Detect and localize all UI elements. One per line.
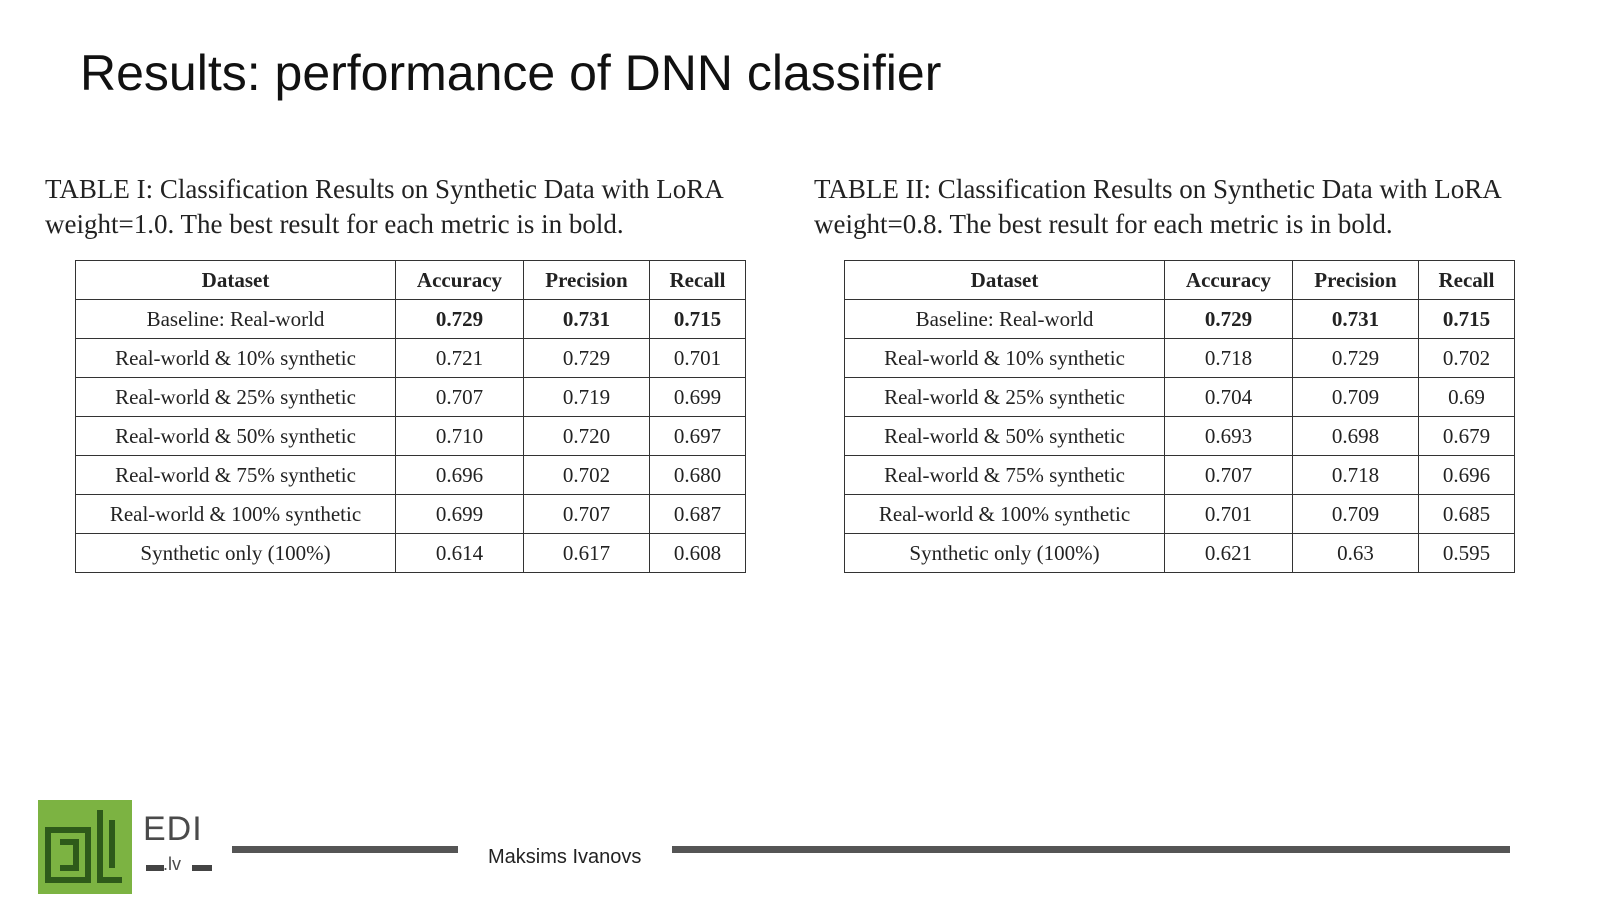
- edi-logo-mark: [38, 800, 132, 894]
- metric-cell: 0.731: [524, 300, 650, 339]
- column-header: Accuracy: [1165, 261, 1293, 300]
- dataset-cell: Real-world & 25% synthetic: [845, 378, 1165, 417]
- column-header: Recall: [650, 261, 746, 300]
- dataset-cell: Real-world & 75% synthetic: [76, 456, 396, 495]
- dataset-cell: Real-world & 10% synthetic: [845, 339, 1165, 378]
- logo-dash-right: [192, 865, 212, 871]
- metric-cell: 0.63: [1293, 534, 1419, 573]
- metric-cell: 0.718: [1293, 456, 1419, 495]
- metric-cell: 0.729: [1293, 339, 1419, 378]
- metric-cell: 0.608: [650, 534, 746, 573]
- table-row: [76, 456, 746, 495]
- footer-rule-right: [672, 846, 1510, 853]
- metric-cell: 0.617: [524, 534, 650, 573]
- metric-cell: 0.696: [1419, 456, 1515, 495]
- metric-cell: 0.719: [524, 378, 650, 417]
- table-block-1: [45, 172, 746, 573]
- table-row: [845, 417, 1515, 456]
- metric-cell: 0.595: [1419, 534, 1515, 573]
- metric-cell: 0.701: [1165, 495, 1293, 534]
- table-row: [76, 300, 746, 339]
- dataset-cell: Baseline: Real-world: [845, 300, 1165, 339]
- metric-cell: 0.699: [396, 495, 524, 534]
- author-name: Maksims Ivanovs: [488, 846, 642, 868]
- metric-cell: 0.707: [396, 378, 524, 417]
- metric-cell: 0.698: [1293, 417, 1419, 456]
- table-row: [845, 495, 1515, 534]
- table-row: [76, 534, 746, 573]
- metric-cell: 0.707: [524, 495, 650, 534]
- metric-cell: 0.710: [396, 417, 524, 456]
- dataset-cell: Real-world & 100% synthetic: [76, 495, 396, 534]
- metric-cell: 0.702: [524, 456, 650, 495]
- column-header: Precision: [524, 261, 650, 300]
- metric-cell: 0.69: [1419, 378, 1515, 417]
- metric-cell: 0.731: [1293, 300, 1419, 339]
- metric-cell: 0.721: [396, 339, 524, 378]
- results-table-2: [844, 260, 1515, 573]
- dataset-cell: Real-world & 50% synthetic: [845, 417, 1165, 456]
- metric-cell: 0.693: [1165, 417, 1293, 456]
- table-row: [845, 456, 1515, 495]
- logo-dash-left: [146, 865, 164, 871]
- metric-cell: 0.715: [650, 300, 746, 339]
- metric-cell: 0.718: [1165, 339, 1293, 378]
- metric-cell: 0.614: [396, 534, 524, 573]
- logo-domain: .lv: [163, 854, 181, 874]
- metric-cell: 0.729: [524, 339, 650, 378]
- table-block-2: [814, 172, 1515, 573]
- results-table-1: [75, 260, 746, 573]
- metric-cell: 0.707: [1165, 456, 1293, 495]
- metric-cell: 0.729: [396, 300, 524, 339]
- metric-cell: 0.696: [396, 456, 524, 495]
- dataset-cell: Baseline: Real-world: [76, 300, 396, 339]
- metric-cell: 0.687: [650, 495, 746, 534]
- metric-cell: 0.702: [1419, 339, 1515, 378]
- table-row: [76, 417, 746, 456]
- table-row: [76, 495, 746, 534]
- table-header-row: [845, 261, 1515, 300]
- table-caption: TABLE I: Classification Results on Synthetic Data with LoRA weight=1.0. The best result for each metric is in bold.: [45, 174, 723, 239]
- metric-cell: 0.709: [1293, 495, 1419, 534]
- dataset-cell: Synthetic only (100%): [845, 534, 1165, 573]
- logo-wordmark: EDI: [143, 810, 203, 848]
- dataset-cell: Real-world & 75% synthetic: [845, 456, 1165, 495]
- table-row: [845, 339, 1515, 378]
- metric-cell: 0.679: [1419, 417, 1515, 456]
- metric-cell: 0.709: [1293, 378, 1419, 417]
- column-header: Accuracy: [396, 261, 524, 300]
- metric-cell: 0.685: [1419, 495, 1515, 534]
- footer-rule-left: [232, 846, 458, 853]
- dataset-cell: Real-world & 100% synthetic: [845, 495, 1165, 534]
- table-row: [76, 339, 746, 378]
- metric-cell: 0.699: [650, 378, 746, 417]
- metric-cell: 0.729: [1165, 300, 1293, 339]
- slide-footer: [0, 790, 1600, 900]
- metric-cell: 0.704: [1165, 378, 1293, 417]
- dataset-cell: Real-world & 50% synthetic: [76, 417, 396, 456]
- table-header-row: [76, 261, 746, 300]
- table-caption: TABLE II: Classification Results on Synthetic Data with LoRA weight=0.8. The best result for each metric is in bold.: [814, 174, 1501, 239]
- column-header: Recall: [1419, 261, 1515, 300]
- slide-title: Results: performance of DNN classifier: [80, 45, 942, 101]
- metric-cell: 0.715: [1419, 300, 1515, 339]
- metric-cell: 0.697: [650, 417, 746, 456]
- metric-cell: 0.621: [1165, 534, 1293, 573]
- table-row: [845, 378, 1515, 417]
- table-row: [845, 534, 1515, 573]
- column-header: Precision: [1293, 261, 1419, 300]
- metric-cell: 0.701: [650, 339, 746, 378]
- column-header: Dataset: [845, 261, 1165, 300]
- dataset-cell: Synthetic only (100%): [76, 534, 396, 573]
- metric-cell: 0.720: [524, 417, 650, 456]
- dataset-cell: Real-world & 25% synthetic: [76, 378, 396, 417]
- metric-cell: 0.680: [650, 456, 746, 495]
- column-header: Dataset: [76, 261, 396, 300]
- table-row: [76, 378, 746, 417]
- table-row: [845, 300, 1515, 339]
- dataset-cell: Real-world & 10% synthetic: [76, 339, 396, 378]
